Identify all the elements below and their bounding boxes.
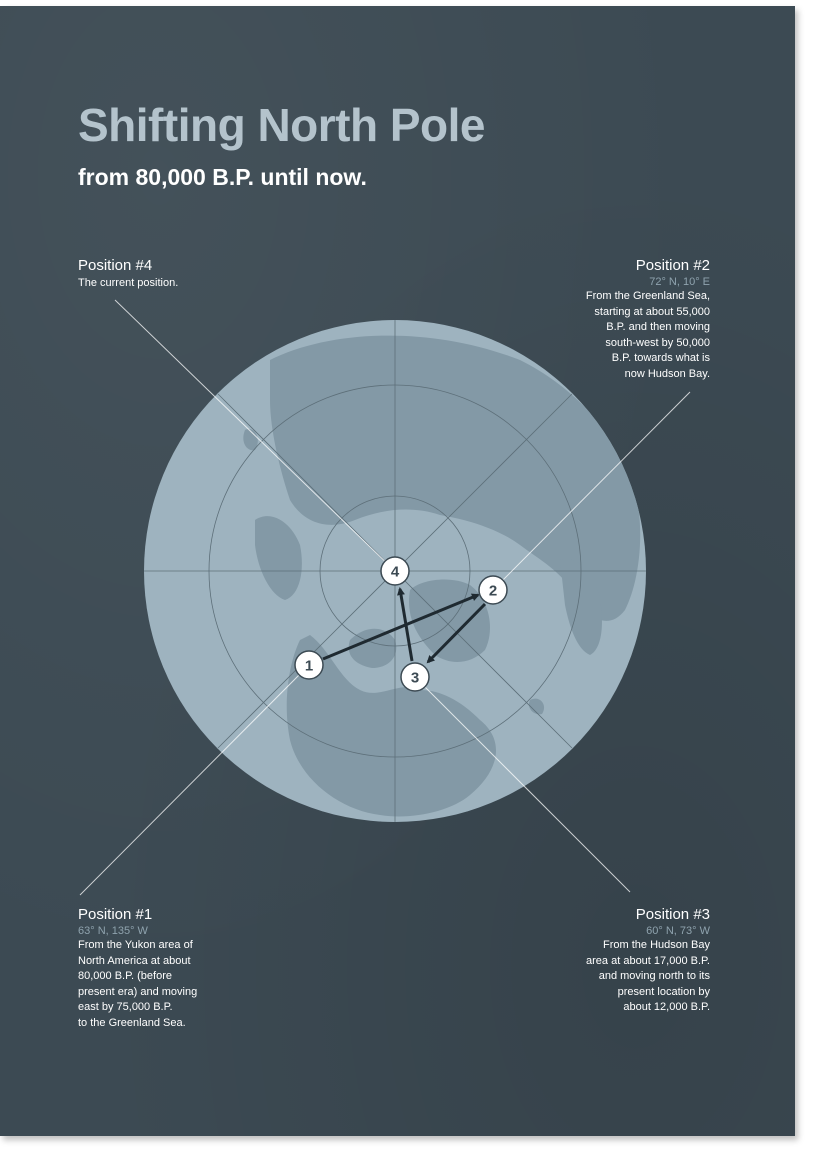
position-4-label (78, 257, 298, 292)
marker-label-3: 3 (410, 669, 420, 687)
position-1-coords: 63° N, 135° W (78, 925, 148, 937)
position-1-label (78, 906, 248, 1031)
marker-label-4: 4 (390, 563, 400, 581)
position-1-heading: Position #1 (78, 906, 153, 923)
position-1-description: From the Yukon area of North America at about 80,000 B.P. (before present era) and moving east by 75,000 B.P. to the Greenland Sea. (78, 939, 198, 1029)
position-4-description: The current position. (78, 277, 179, 289)
marker-label-1: 1 (304, 657, 314, 675)
position-3-description: From the Hudson Bay area at about 17,000 B.P. and moving north to its present location by about 12,000 B.P. (586, 939, 710, 1013)
position-3-coords: 60° N, 73° W (646, 925, 710, 937)
poster-title: Shifting North Pole (78, 99, 486, 151)
marker-label-2: 2 (488, 582, 498, 600)
position-marker-2 (479, 576, 507, 604)
position-marker-1 (295, 651, 323, 679)
position-2-description: From the Greenland Sea, starting at about 55,000 B.P. and then moving south-west by 50,000 B.P. towards what is now Hudson Bay. (585, 290, 710, 380)
poster-subtitle: from 80,000 B.P. until now. (78, 164, 367, 190)
position-marker-3 (401, 663, 429, 691)
position-2-label (540, 257, 710, 382)
position-marker-4 (381, 557, 409, 585)
position-2-heading: Position #2 (635, 257, 710, 274)
position-4-heading: Position #4 (78, 257, 153, 274)
position-3-heading: Position #3 (635, 906, 710, 923)
position-3-label (530, 906, 710, 1016)
position-2-coords: 72° N, 10° E (649, 276, 710, 288)
